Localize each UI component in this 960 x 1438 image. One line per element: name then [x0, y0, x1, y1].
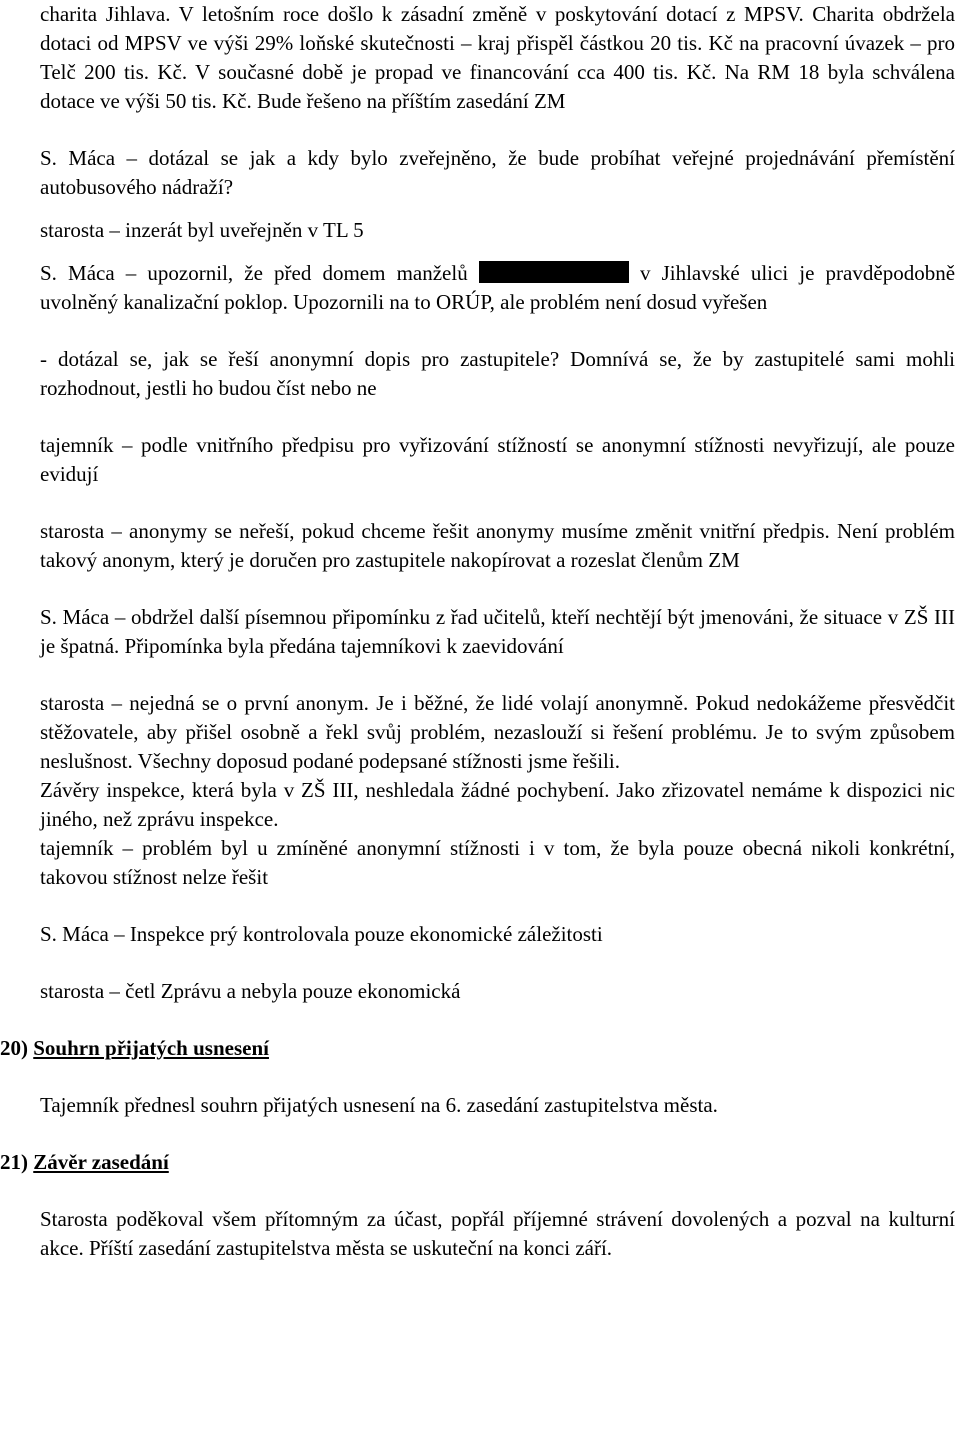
paragraph-inspection-conclusions: Závěry inspekce, která byla v ZŠ III, neshledala žádné pochybení. Jako zřizovatel nemáme k dispozici nic jiného, než zprávu inspekce.: [40, 778, 955, 831]
paragraph-tajemnik-complaint: tajemník – problém byl u zmíněné anonymní stížnosti i v tom, že byla pouze obecná nikoli konkrétní, takovou stížnost nelze řešit: [40, 836, 955, 889]
paragraph-maca-manhole-part1: S. Máca – upozornil, že před domem manželů: [40, 261, 468, 285]
paragraph-maca-question-bus-station: S. Máca – dotázal se jak a kdy bylo zveřejněno, že bude probíhat veřejné projednávání přemístění autobusového nádraží?: [40, 146, 955, 199]
paragraph-maca-teachers: S. Máca – obdržel další písemnou připomínku z řad učitelů, kteří nechtějí být jmenováni, že situace v ZŠ III je špatná. Připomínka byla předána tajemníkovi k zaevidování: [40, 605, 955, 658]
paragraph-starosta-report: starosta – četl Zprávu a nebyla pouze ekonomická: [40, 979, 461, 1003]
paragraph-maca-inspection: S. Máca – Inspekce prý kontrolovala pouze ekonomické záležitosti: [40, 922, 603, 946]
paragraph-tajemnik-rules: tajemník – podle vnitřního předpisu pro vyřizování stížností se anonymní stížnosti nevyřizují, ale pouze evidují: [40, 433, 955, 486]
section-number: 21): [0, 1150, 28, 1174]
paragraph-anonymous-letter-question: - dotázal se, jak se řeší anonymní dopis pro zastupitele? Domnívá se, že by zastupitelé sami mohli rozhodnout, jestli ho budou číst nebo ne: [40, 347, 955, 400]
paragraph-charita: charita Jihlava. V letošním roce došlo k zásadní změně v poskytování dotací z MPSV. Charita obdržela dotaci od MPSV ve výši 29% loňské skutečnosti – kraj přispěl částkou 20 tis. Kč na pracovní úvazek – pro Telč 200 tis. Kč. V současné době je propad ve financování cca 400 tis. Kč. Na RM 18 byla schválena dotace ve výši 50 tis. Kč. Bude řešeno na příštím zasedání ZM: [40, 2, 955, 113]
section-heading-20: [0, 1034, 915, 1063]
section-title: Souhrn přijatých usnesení: [33, 1036, 269, 1060]
paragraph-maca-manhole: [40, 259, 955, 317]
paragraph-starosta-answer-tl5: starosta – inzerát byl uveřejněn v TL 5: [40, 218, 364, 242]
section-number: 20): [0, 1036, 28, 1060]
paragraph-maca-manhole-part2: v Jihlavské ulici je pravděpodobně uvolněný kanalizační poklop. Upozornili na to ORÚP, ale problém není dosud vyřešen: [40, 261, 956, 314]
paragraph-starosta-first-anonym: starosta – nejedná se o první anonym. Je i běžné, že lidé volají anonymně. Pokud nedokážeme přesvědčit stěžovatele, aby přišel osobně a řekl svůj problém, nezaslouží si řešení problému. Je to svým způsobem neslušnost. Všechny doposud podané podepsané stížnosti jsme řešili.: [40, 691, 955, 773]
paragraph-starosta-anonyms: starosta – anonymy se neřeší, pokud chceme řešit anonymy musíme změnit vnitřní předpis. Není problém takový anonym, který je doručen pro zastupitele nakopírovat a rozeslat členům ZM: [40, 519, 955, 572]
paragraph-closing: Starosta poděkoval všem přítomným za účast, popřál příjemné strávení dovolených a pozval na kulturní akce. Příští zasedání zastupitelstva města se uskuteční na konci září.: [40, 1207, 955, 1260]
section-heading-21: [0, 1148, 915, 1177]
redaction-block: [479, 261, 629, 283]
paragraph-summary-resolutions: Tajemník přednesl souhrn přijatých usnesení na 6. zasedání zastupitelstva města.: [40, 1093, 718, 1117]
section-title: Závěr zasedání: [33, 1150, 169, 1174]
